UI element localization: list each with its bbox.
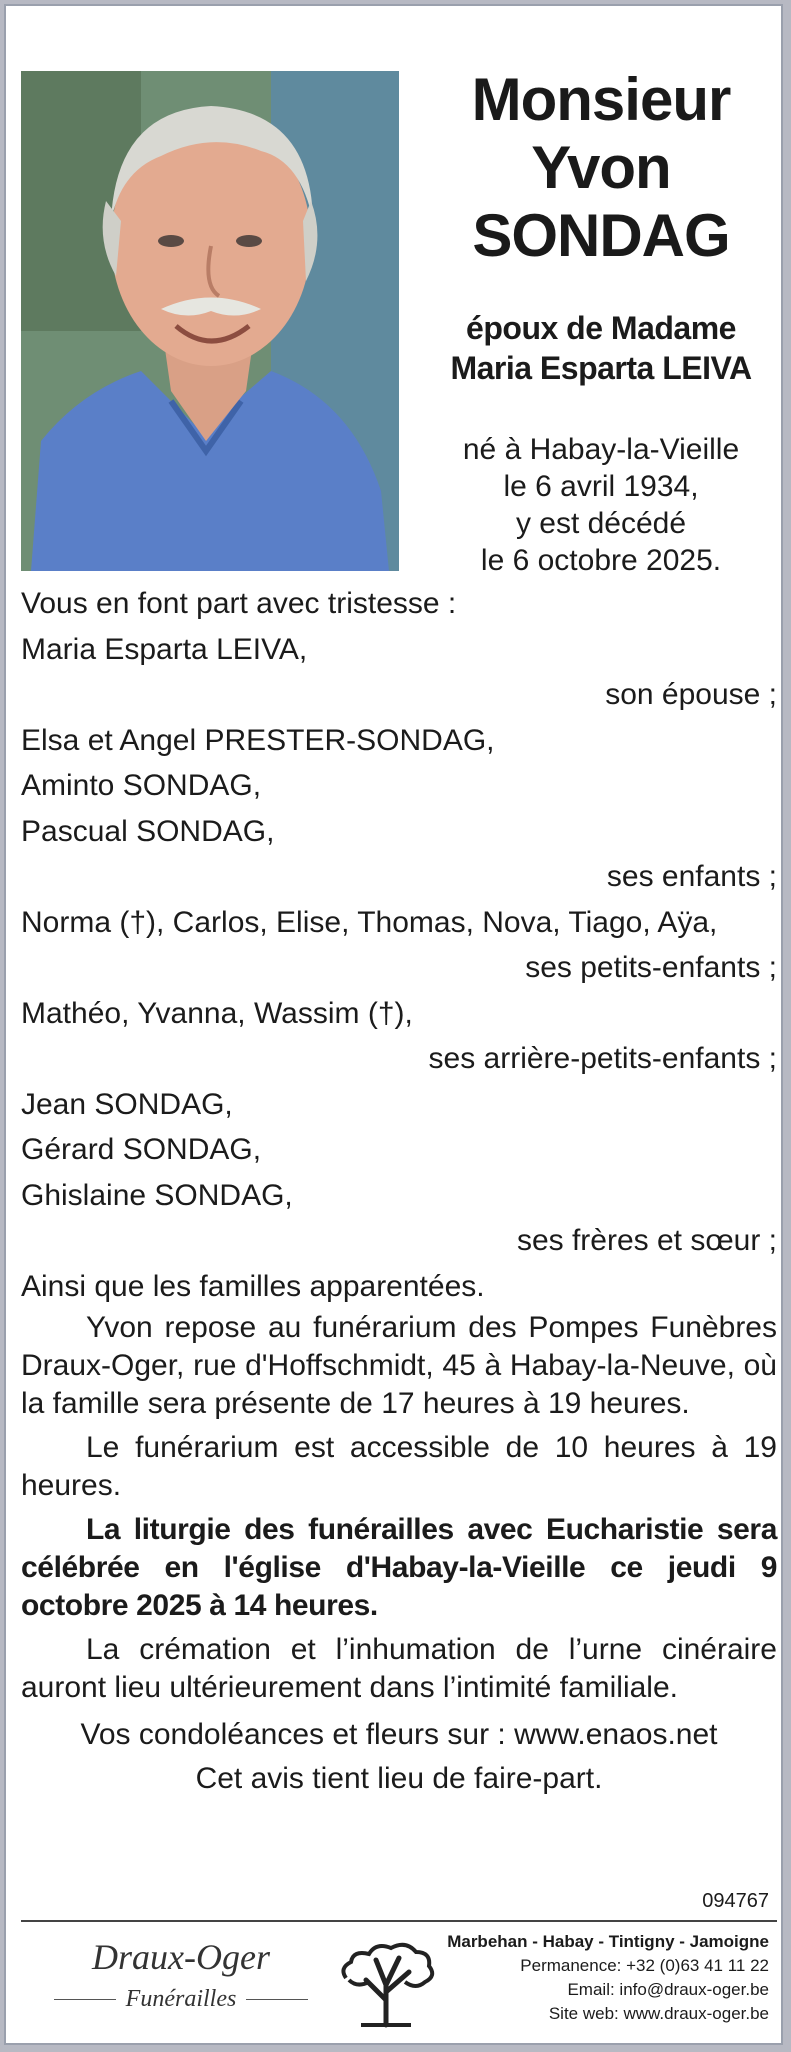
locations: Marbehan - Habay - Tintigny - Jamoigne bbox=[447, 1932, 769, 1951]
sibling-name: Jean SONDAG, bbox=[21, 1087, 233, 1121]
portrait-illustration bbox=[21, 71, 399, 571]
last-name: SONDAG bbox=[472, 202, 730, 269]
cremation-paragraph: La crémation et l’inhumation de l’urne cinéraire auront lieu ultérieurement dans l’intimité familiale. bbox=[21, 1633, 777, 1704]
brand-subtitle: Funérailles bbox=[125, 1986, 237, 2012]
grandchildren-names: Norma (†), Carlos, Elise, Thomas, Nova, Tiago, Aÿa, bbox=[21, 905, 718, 939]
child-name: Pascual SONDAG, bbox=[21, 814, 275, 848]
children-role: ses enfants ; bbox=[606, 860, 777, 893]
website: Site web: www.draux-oger.be bbox=[548, 2004, 769, 2023]
tree-icon bbox=[331, 1930, 441, 2035]
child-name: Aminto SONDAG, bbox=[21, 769, 262, 802]
sibling-name: Gérard SONDAG, bbox=[21, 1133, 262, 1166]
email: Email: info@draux-oger.be bbox=[567, 1980, 769, 1999]
condolences-line: Vos condoléances et fleurs sur : www.enaos.net bbox=[80, 1718, 718, 1751]
notice-line: Cet avis tient lieu de faire-part. bbox=[195, 1762, 603, 1795]
funerarium-paragraph: Yvon repose au funérarium des Pompes Funèbres Draux-Oger, rue d'Hoffschmidt, 45 à Habay-la-Neuve, où la famille sera présente de 17 heures à 19 heures. bbox=[21, 1311, 777, 1420]
sibling-name: Ghislaine SONDAG, bbox=[21, 1178, 293, 1212]
footer-divider bbox=[21, 1920, 777, 1922]
opening-hours-paragraph: Le funérarium est accessible de 10 heures à 19 heures. bbox=[21, 1431, 777, 1502]
spouse-block bbox=[426, 308, 776, 388]
phone: Permanence: +32 (0)63 41 11 22 bbox=[520, 1956, 769, 1975]
great-grandchildren-names: Mathéo, Yvanna, Wassim (†), bbox=[21, 996, 413, 1030]
reference-number: 094767 bbox=[702, 1890, 769, 1912]
divider bbox=[54, 1999, 116, 2000]
obituary-notice bbox=[4, 4, 783, 2045]
spouse-line-2: Maria Esparta LEIVA bbox=[450, 350, 752, 386]
intro-text: Vous en font part avec tristesse : bbox=[21, 587, 457, 620]
portrait-photo bbox=[21, 71, 399, 571]
birth-line-3: y est décédé bbox=[515, 507, 687, 540]
brand-subtitle-row bbox=[41, 1984, 321, 2014]
siblings-role: ses frères et sœur ; bbox=[516, 1224, 777, 1257]
funeral-home-logo bbox=[41, 1936, 321, 2014]
grandchildren-role: ses petits-enfants ; bbox=[525, 951, 777, 984]
divider bbox=[246, 1999, 308, 2000]
honorific: Monsieur bbox=[471, 66, 731, 133]
birth-death-block bbox=[426, 431, 776, 579]
contact-block bbox=[447, 1930, 769, 2026]
brand-name: Draux-Oger bbox=[92, 1937, 270, 1977]
announcement-body bbox=[21, 581, 777, 1801]
liturgy-paragraph: La liturgie des funérailles avec Eucharistie sera célébrée en l'église d'Habay-la-Vieille ce jeudi 9 octobre 2025 à 14 heures. bbox=[21, 1513, 777, 1622]
birth-line-4: le 6 octobre 2025. bbox=[480, 544, 722, 577]
first-name: Yvon bbox=[531, 134, 671, 201]
deceased-name-block bbox=[426, 66, 776, 270]
child-name: Elsa et Angel PRESTER-SONDAG, bbox=[21, 723, 495, 757]
birth-line-1: né à Habay-la-Vieille bbox=[462, 433, 740, 466]
great-grandchildren-role: ses arrière-petits-enfants ; bbox=[428, 1042, 777, 1075]
spouse-name: Maria Esparta LEIVA, bbox=[21, 632, 308, 666]
birth-line-2: le 6 avril 1934, bbox=[503, 470, 699, 503]
spouse-role: son épouse ; bbox=[605, 678, 777, 711]
families-line: Ainsi que les familles apparentées. bbox=[21, 1269, 485, 1303]
spouse-line-1: époux de Madame bbox=[466, 310, 736, 346]
